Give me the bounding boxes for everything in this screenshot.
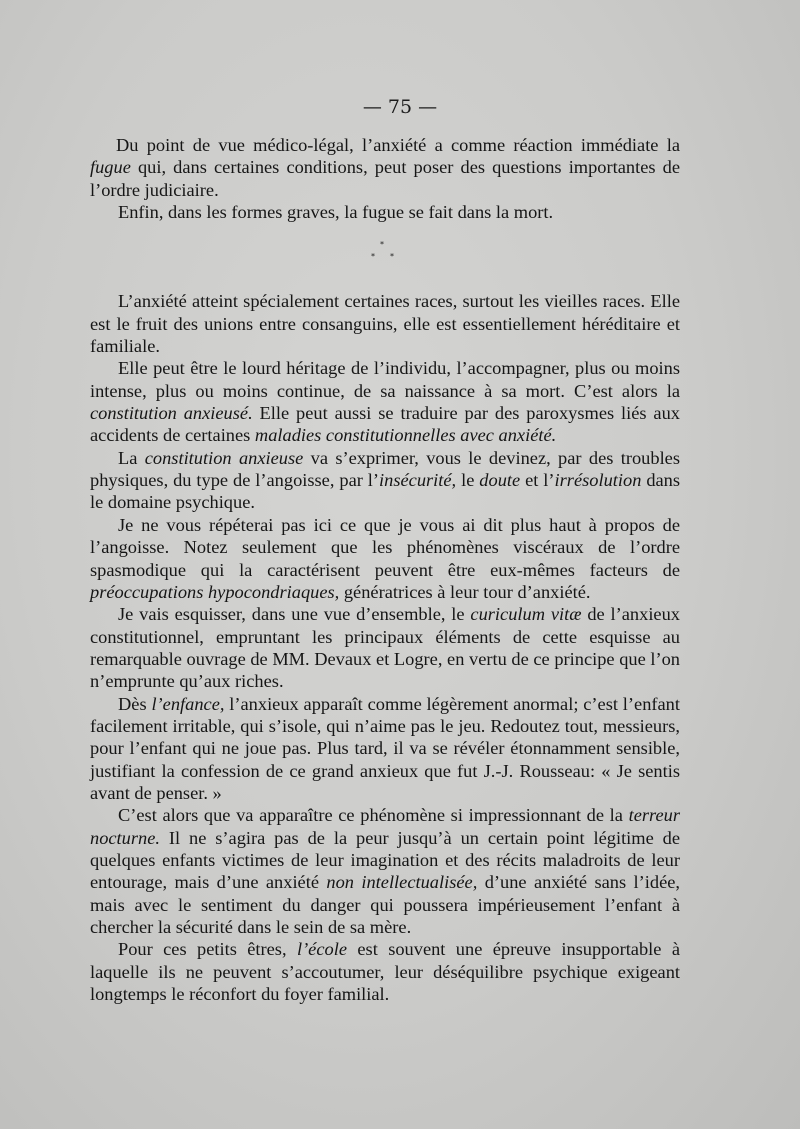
paragraph <box>90 514 680 603</box>
text-run: Enfin, dans les formes graves, la fugue se fait dans la mort. <box>118 202 554 223</box>
paragraph <box>90 804 680 938</box>
body-text <box>90 134 680 1005</box>
text-run: dans le domaine psychique. <box>90 470 681 513</box>
paragraph <box>90 447 680 514</box>
text-run: le <box>456 470 480 491</box>
star-icon: * <box>390 252 394 262</box>
text-run: Je vais esquisser, dans une vue d’ensemble, le <box>118 604 471 625</box>
text-run: C’est alors que va apparaître ce phénomène si impressionnant de la <box>118 805 629 826</box>
italic-text: maladies constitutionnelles avec anxiété. <box>254 425 557 446</box>
paragraph <box>90 693 680 805</box>
text-run: va s’exprimer, vous le devinez, par des troubles physiques, du type de l’angoisse, par l’ <box>90 447 680 491</box>
text-run: est souvent une épreuve insupportable à laquelle ils ne peuvent s’accoutumer, leur déséquilibre psychique exigeant longtemps le réconfort du foyer familial. <box>90 939 680 1005</box>
text-run: Il ne s’agira pas de la peur jusqu’à un certain point légitime de quelques enfants victimes de leur imagination et des récits maladroits de leur entourage, mais d’une anxiété <box>90 827 680 893</box>
text-run: de l’anxieux constitutionnel, empruntant les principaux éléments de cette esquisse au remarquable ouvrage de MM. Devaux et Logre, en vertu de ce principe que l’on n’emprunte qu’aux riches. <box>90 604 680 692</box>
italic-text: irrésolution <box>554 470 642 491</box>
italic-text: doute <box>479 470 521 491</box>
text-run: l’anxieux apparaît comme légèrement anormal; c’est l’enfant facilement irritable, qui s’isole, qui n’aime pas le jeu. Redoutez tout, messieurs, pour l’enfant qui ne joue pas. Plus tard, il va se révéler étonnamment sensible, justifiant la confession de ce grand anxieux que fut J.-J. Rousseau: « Je sentis avant de penser. » <box>90 693 680 803</box>
italic-text: terreur nocturne. <box>90 805 680 848</box>
italic-text: l’école <box>296 939 347 960</box>
page-number: — 75 — <box>362 96 438 118</box>
italic-text: non intellectualisée, <box>326 872 478 893</box>
text-run: La <box>118 447 145 468</box>
italic-text: l’enfance, <box>151 693 225 714</box>
italic-text: fugue <box>90 157 131 178</box>
text-run: Je ne vous répéterai pas ici ce que je vous ai dit plus haut à propos de l’angoisse. Notez seulement que les phénomènes viscéraux de l’ordre spasmodique qui la caractérisent peuvent être eux-mêmes facteurs de <box>90 514 680 580</box>
text-run: Du point de vue médico-légal, l’anxiété a comme réaction immédiate la <box>116 135 680 155</box>
text-run: qui, dans certaines conditions, peut poser des questions importantes de l’ordre judiciaire. <box>90 157 680 200</box>
asterism-icon <box>90 223 680 290</box>
star-icon: * <box>371 252 375 262</box>
paragraph <box>90 134 680 201</box>
text-run: Pour ces petits êtres, <box>118 939 297 960</box>
paragraph <box>90 201 680 223</box>
text-run: Elle peut aussi se traduire par des paroxysmes liés aux accidents de certaines <box>90 403 680 446</box>
text-run: Elle peut être le lourd héritage de l’individu, l’accompagner, plus ou moins intense, plus ou moins continue, de sa naissance à sa mort. C’est alors la <box>90 358 680 401</box>
star-icon: * <box>380 240 384 250</box>
italic-text: préoccupations hypocondriaques, <box>90 581 340 602</box>
italic-text: constitution anxieusé. <box>90 403 253 424</box>
text-run: Dès <box>118 693 152 714</box>
paragraph <box>90 938 680 1005</box>
text-run: L’anxiété atteint spécialement certaines races, surtout les vieilles races. Elle est le fruit des unions entre consanguins, elle est essentiellement héréditaire et familiale. <box>90 291 680 357</box>
text-run: et l’ <box>520 470 555 491</box>
italic-text: curiculum vitæ <box>470 604 582 625</box>
text-run: d’une anxiété sans l’idée, mais avec le sentiment du danger qui poussera impérieusement l’enfant à chercher la sécurité dans le sein de sa mère. <box>90 872 680 937</box>
text-run: génératrices à leur tour d’anxiété. <box>339 581 591 602</box>
paragraph <box>90 357 680 446</box>
paragraph <box>90 290 680 357</box>
italic-text: insécurité, <box>379 470 457 491</box>
paragraph <box>90 603 680 692</box>
italic-text: constitution anxieuse <box>144 447 304 468</box>
